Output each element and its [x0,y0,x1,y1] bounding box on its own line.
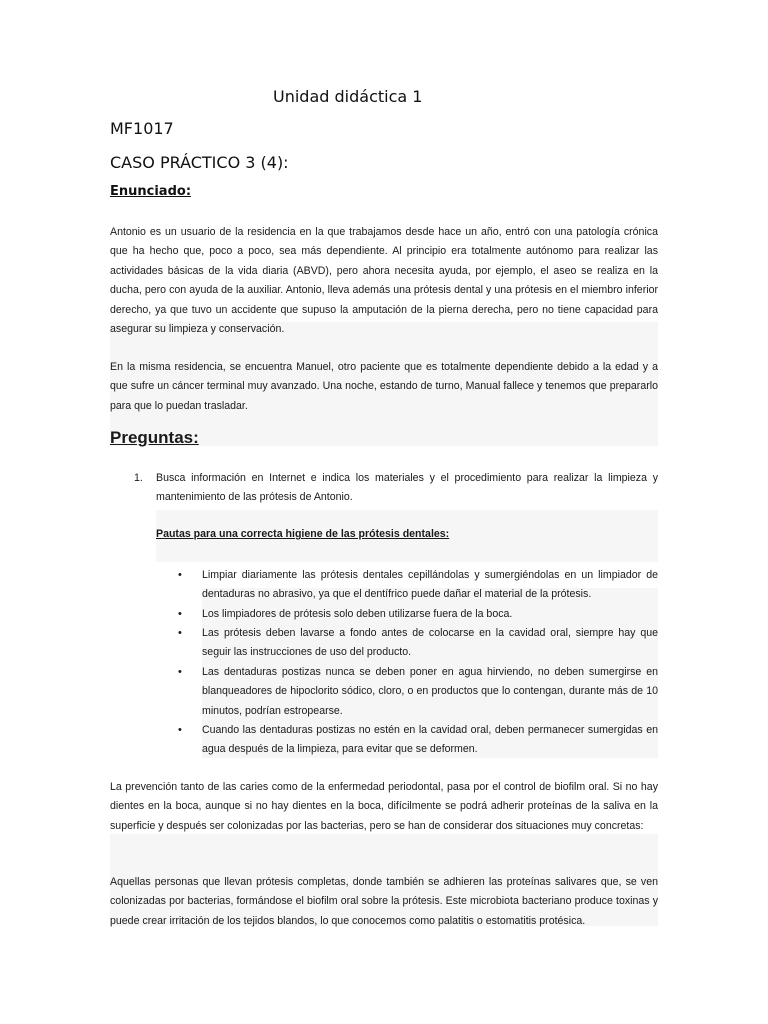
list-item: Las dentaduras postizas nunca se deben poner en agua hirviendo, no deben sumergirse en blanqueadores de hipoclorito sódico, cloro, o en productos que lo contengan, durante más de 10 minutos, podrían estropearse. [202,666,658,717]
list-item: Las prótesis deben lavarse a fondo antes de colocarse en la cavidad oral, siempre hay que seguir las instrucciones de uso del producto. [202,627,658,659]
bullet-icon: • [178,608,182,620]
bullet-icon: • [178,724,182,736]
body-paragraph-3: La prevención tanto de las caries como de la enfermedad periodontal, pasa por el control de biofilm oral. Si no hay dientes en la boca, aunque si no hay dientes en la boca, difícilmente se podrá adherir proteínas de la saliva en la superficie y después ser colonizadas por las bacterias, pero se han de considerar dos situaciones muy concretas: [110,781,658,832]
questions-heading: Preguntas: [110,428,199,447]
list-item: Los limpiadores de prótesis solo deben utilizarse fuera de la boca. [202,608,513,620]
bullet-icon: • [178,666,182,678]
unit-title: Unidad didáctica 1 [273,87,423,106]
hygiene-guidelines-heading: Pautas para una correcta higiene de las prótesis dentales: [156,528,450,540]
statement-heading: Enunciado: [110,184,192,199]
list-item: Limpiar diariamente las prótesis dentales cepillándolas y sumergiéndolas en un limpiador de dentaduras no abrasivo, ya que el dentífrico puede dañar el material de la prótesis. [202,569,658,601]
case-title: CASO PRÁCTICO 3 (4): [110,153,289,172]
statement-paragraph-1: Antonio es un usuario de la residencia en la que trabajamos desde hace un año, entró con una patología crónica que ha hecho que, poco a poco, sea más dependiente. Al principio era totalmente autónomo para realizar las actividades básicas de la vida diaria (ABVD), pero ahora necesita ayuda, por ejemplo, el aseo se realiza en la ducha, pero con ayuda de la auxiliar. Antonio, lleva además una prótesis dental y una prótesis en el miembro inferior derecho, ya que tuvo un accidente que supuso la amputación de la pierna derecha, pero no tiene capacidad para asegurar su limpieza y conservación. [110,226,658,336]
bullet-icon: • [178,569,182,581]
bullet-icon: • [178,627,182,639]
question-text: Busca información en Internet e indica los materiales y el procedimiento para realizar la limpieza y mantenimiento de las prótesis de Antonio. [156,472,658,504]
list-item: Cuando las dentaduras postizas no estén en la cavidad oral, deben permanecer sumergidas en agua después de la limpieza, para evitar que se deformen. [202,724,658,756]
statement-paragraph-2: En la misma residencia, se encuentra Manuel, otro paciente que es totalmente dependiente debido a la edad y a que sufre un cáncer terminal muy avanzado. Una noche, estando de turno, Manual fallece y tenemos que prepararlo para que lo puedan trasladar. [110,361,658,412]
module-code: MF1017 [110,119,174,138]
body-paragraph-4: Aquellas personas que llevan prótesis completas, donde también se adhieren las proteínas salivares que, se ven colonizadas por bacterias, formándose el biofilm oral sobre la prótesis. Este microbiota bacteriano produce toxinas y puede crear irritación de los tejidos blandos, lo que conocemos como palatitis o estomatitis protésica. [110,876,658,927]
question-number: 1. [134,472,143,484]
